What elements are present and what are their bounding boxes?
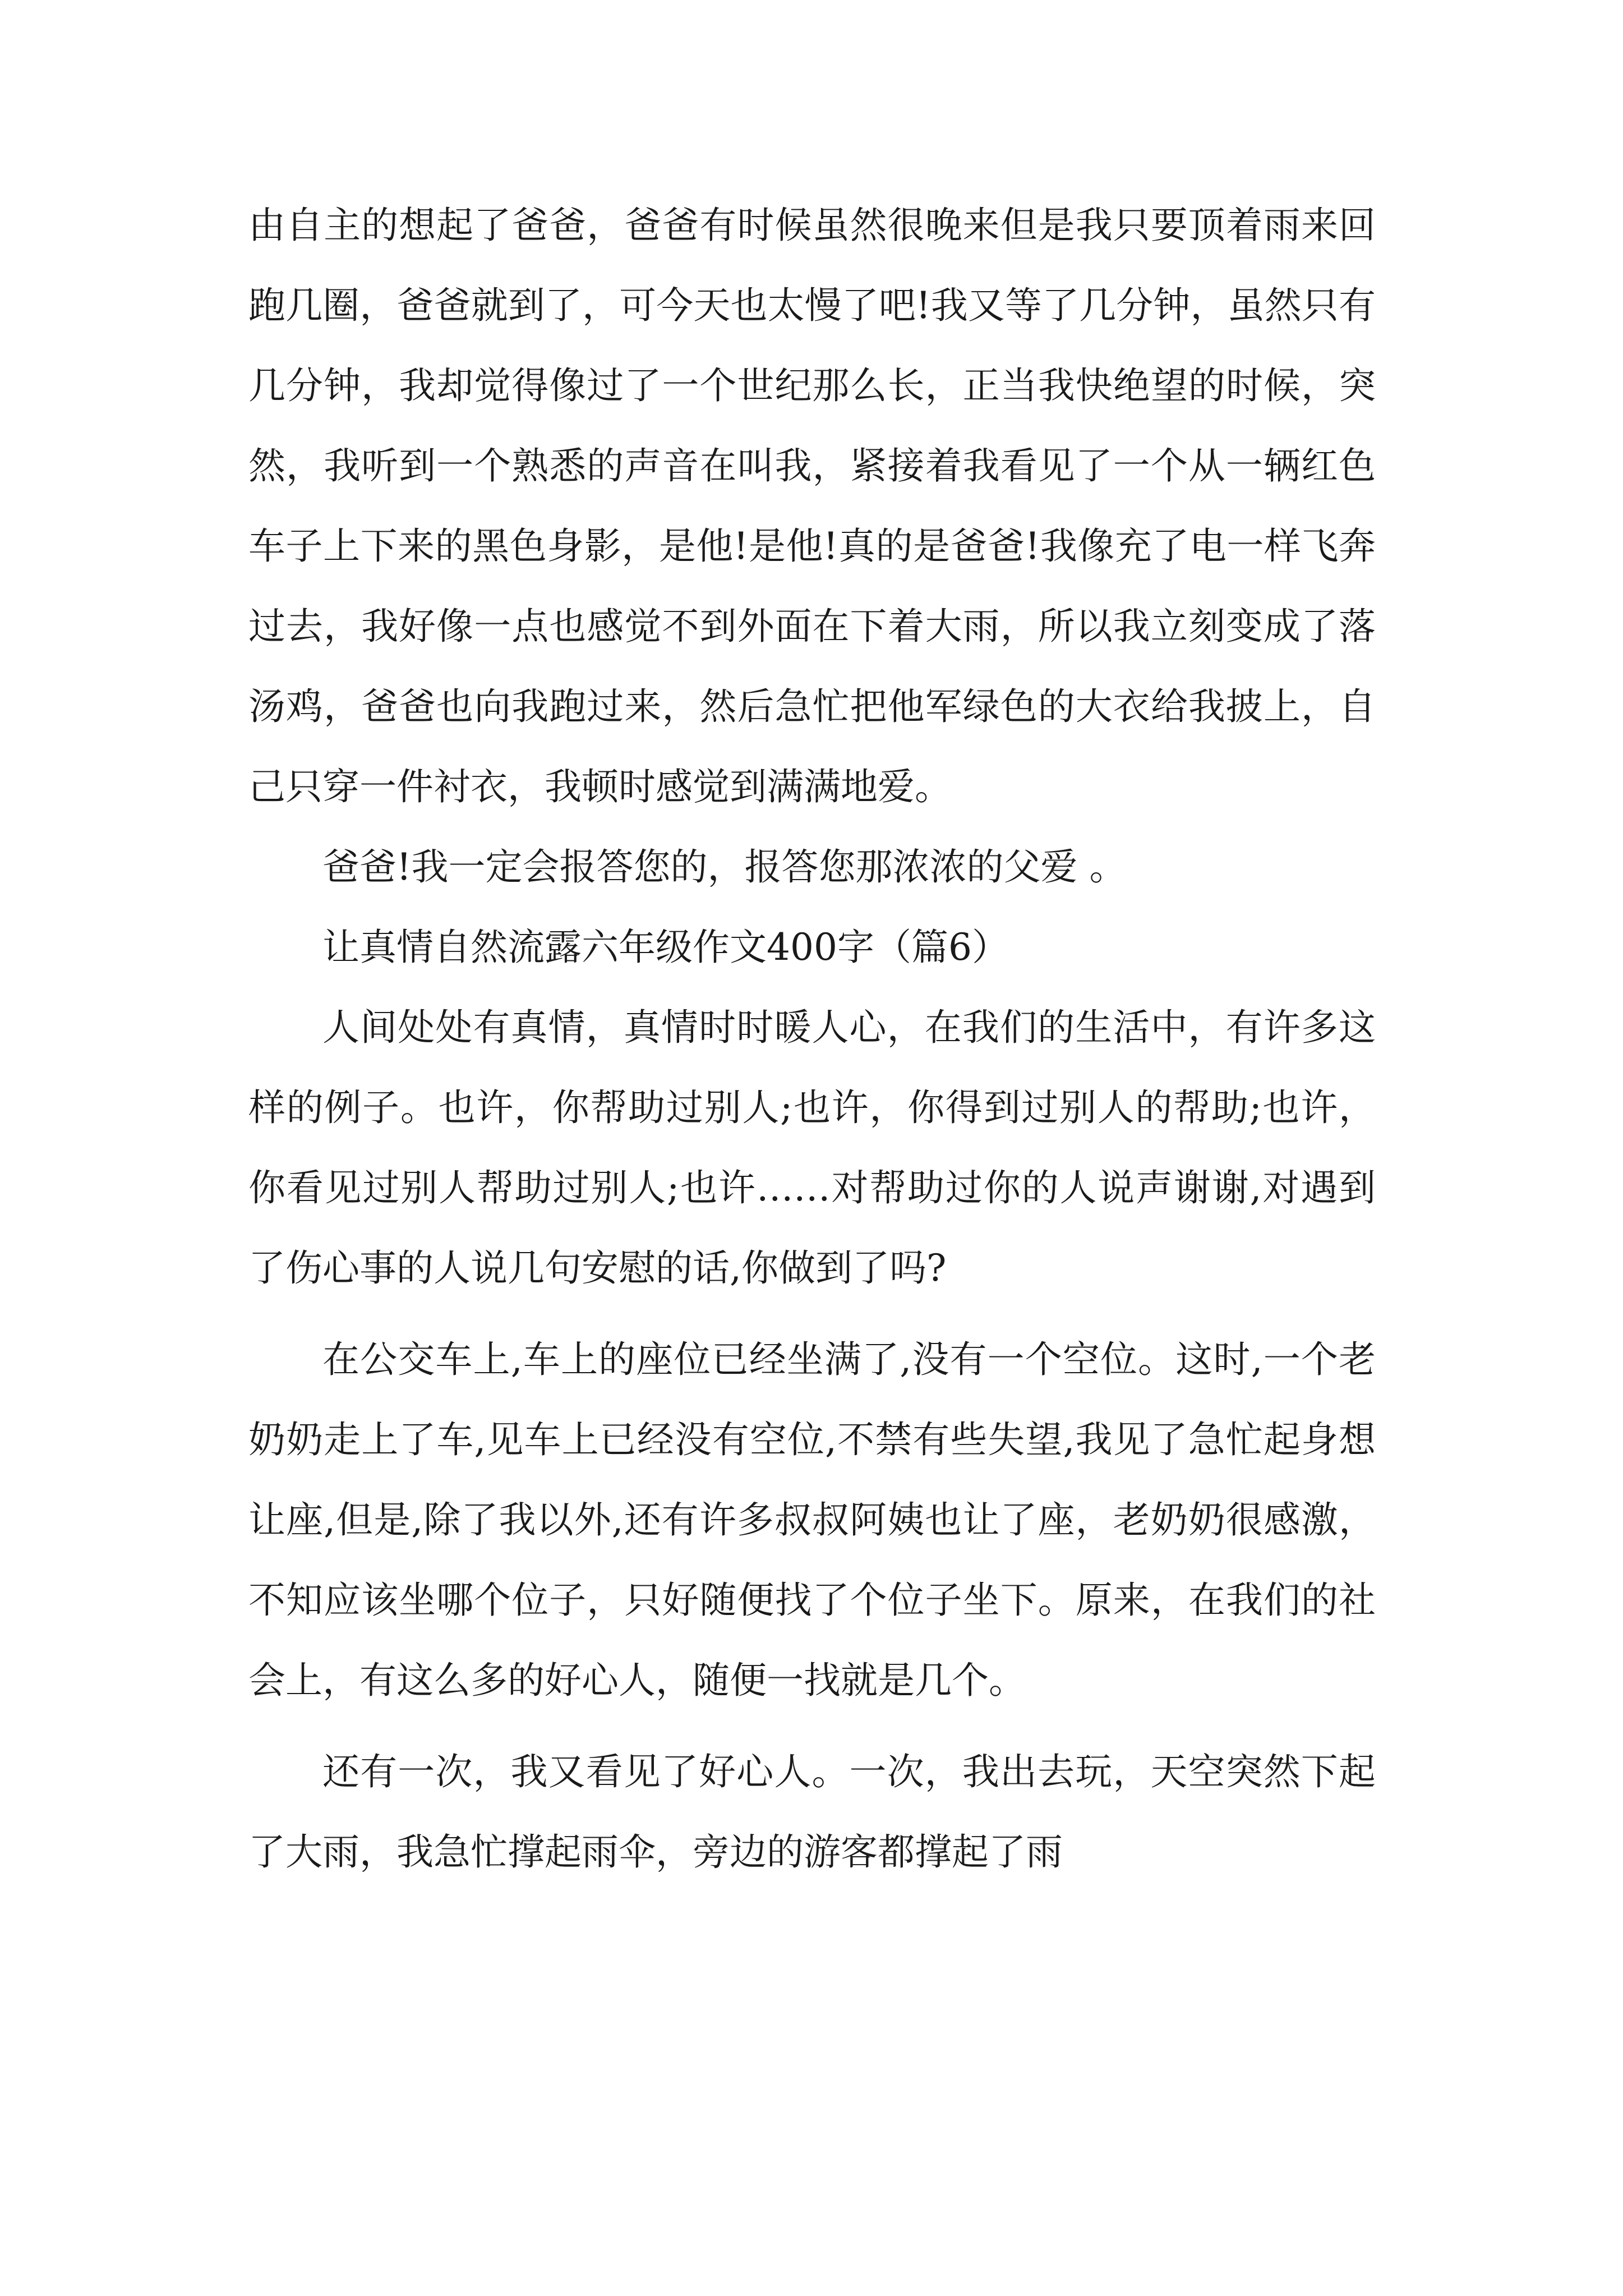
- document-body: [248, 185, 1376, 1892]
- paragraph-bus: 在公交车上,车上的座位已经坐满了,没有一个空位。这时,一个老奶奶走上了车,见车上已经没有空位,不禁有些失望,我见了急忙起身想让座,但是,除了我以外,还有许多叔叔阿姨也让了座，老奶奶很感激，不知应该坐哪个位子，只好随便找了个位子坐下。原来，在我们的社会上，有这么多的好心人，随便一找就是几个。: [248, 1338, 1376, 1702]
- paragraph-rain: 还有一次，我又看见了好心人。一次，我出去玩，天空突然下起了大雨，我急忙撑起雨伞，旁边的游客都撑起了雨: [248, 1750, 1376, 1874]
- paragraph-intro: 人间处处有真情，真情时时暖人心，在我们的生活中，有许多这样的例子。也许，你帮助过别人;也许，你得到过别人的帮助;也许，你看见过别人帮助过别人;也许……对帮助过你的人说声谢谢,对遇到了伤心事的人说几句安慰的话,你做到了吗?: [248, 1006, 1376, 1290]
- essay-title: 让真情自然流露六年级作文400字（篇6）: [322, 926, 1009, 969]
- paragraph-thanks-father: 爸爸!我一定会报答您的，报答您那浓浓的父爱 。: [322, 845, 1127, 889]
- paragraph-continuation: 由自主的想起了爸爸，爸爸有时候虽然很晚来但是我只要顶着雨来回跑几圈，爸爸就到了，可今天也太慢了吧!我又等了几分钟，虽然只有几分钟，我却觉得像过了一个世纪那么长，正当我快绝望的时候，突然，我听到一个熟悉的声音在叫我，紧接着我看见了一个从一辆红色车子上下来的黑色身影，是他!是他!真的是爸爸!我像充了电一样飞奔过去，我好像一点也感觉不到外面在下着大雨，所以我立刻变成了落汤鸡，爸爸也向我跑过来，然后急忙把他军绿色的大衣给我披上，自己只穿一件衬衣，我顿时感觉到满满地爱。: [248, 204, 1376, 808]
